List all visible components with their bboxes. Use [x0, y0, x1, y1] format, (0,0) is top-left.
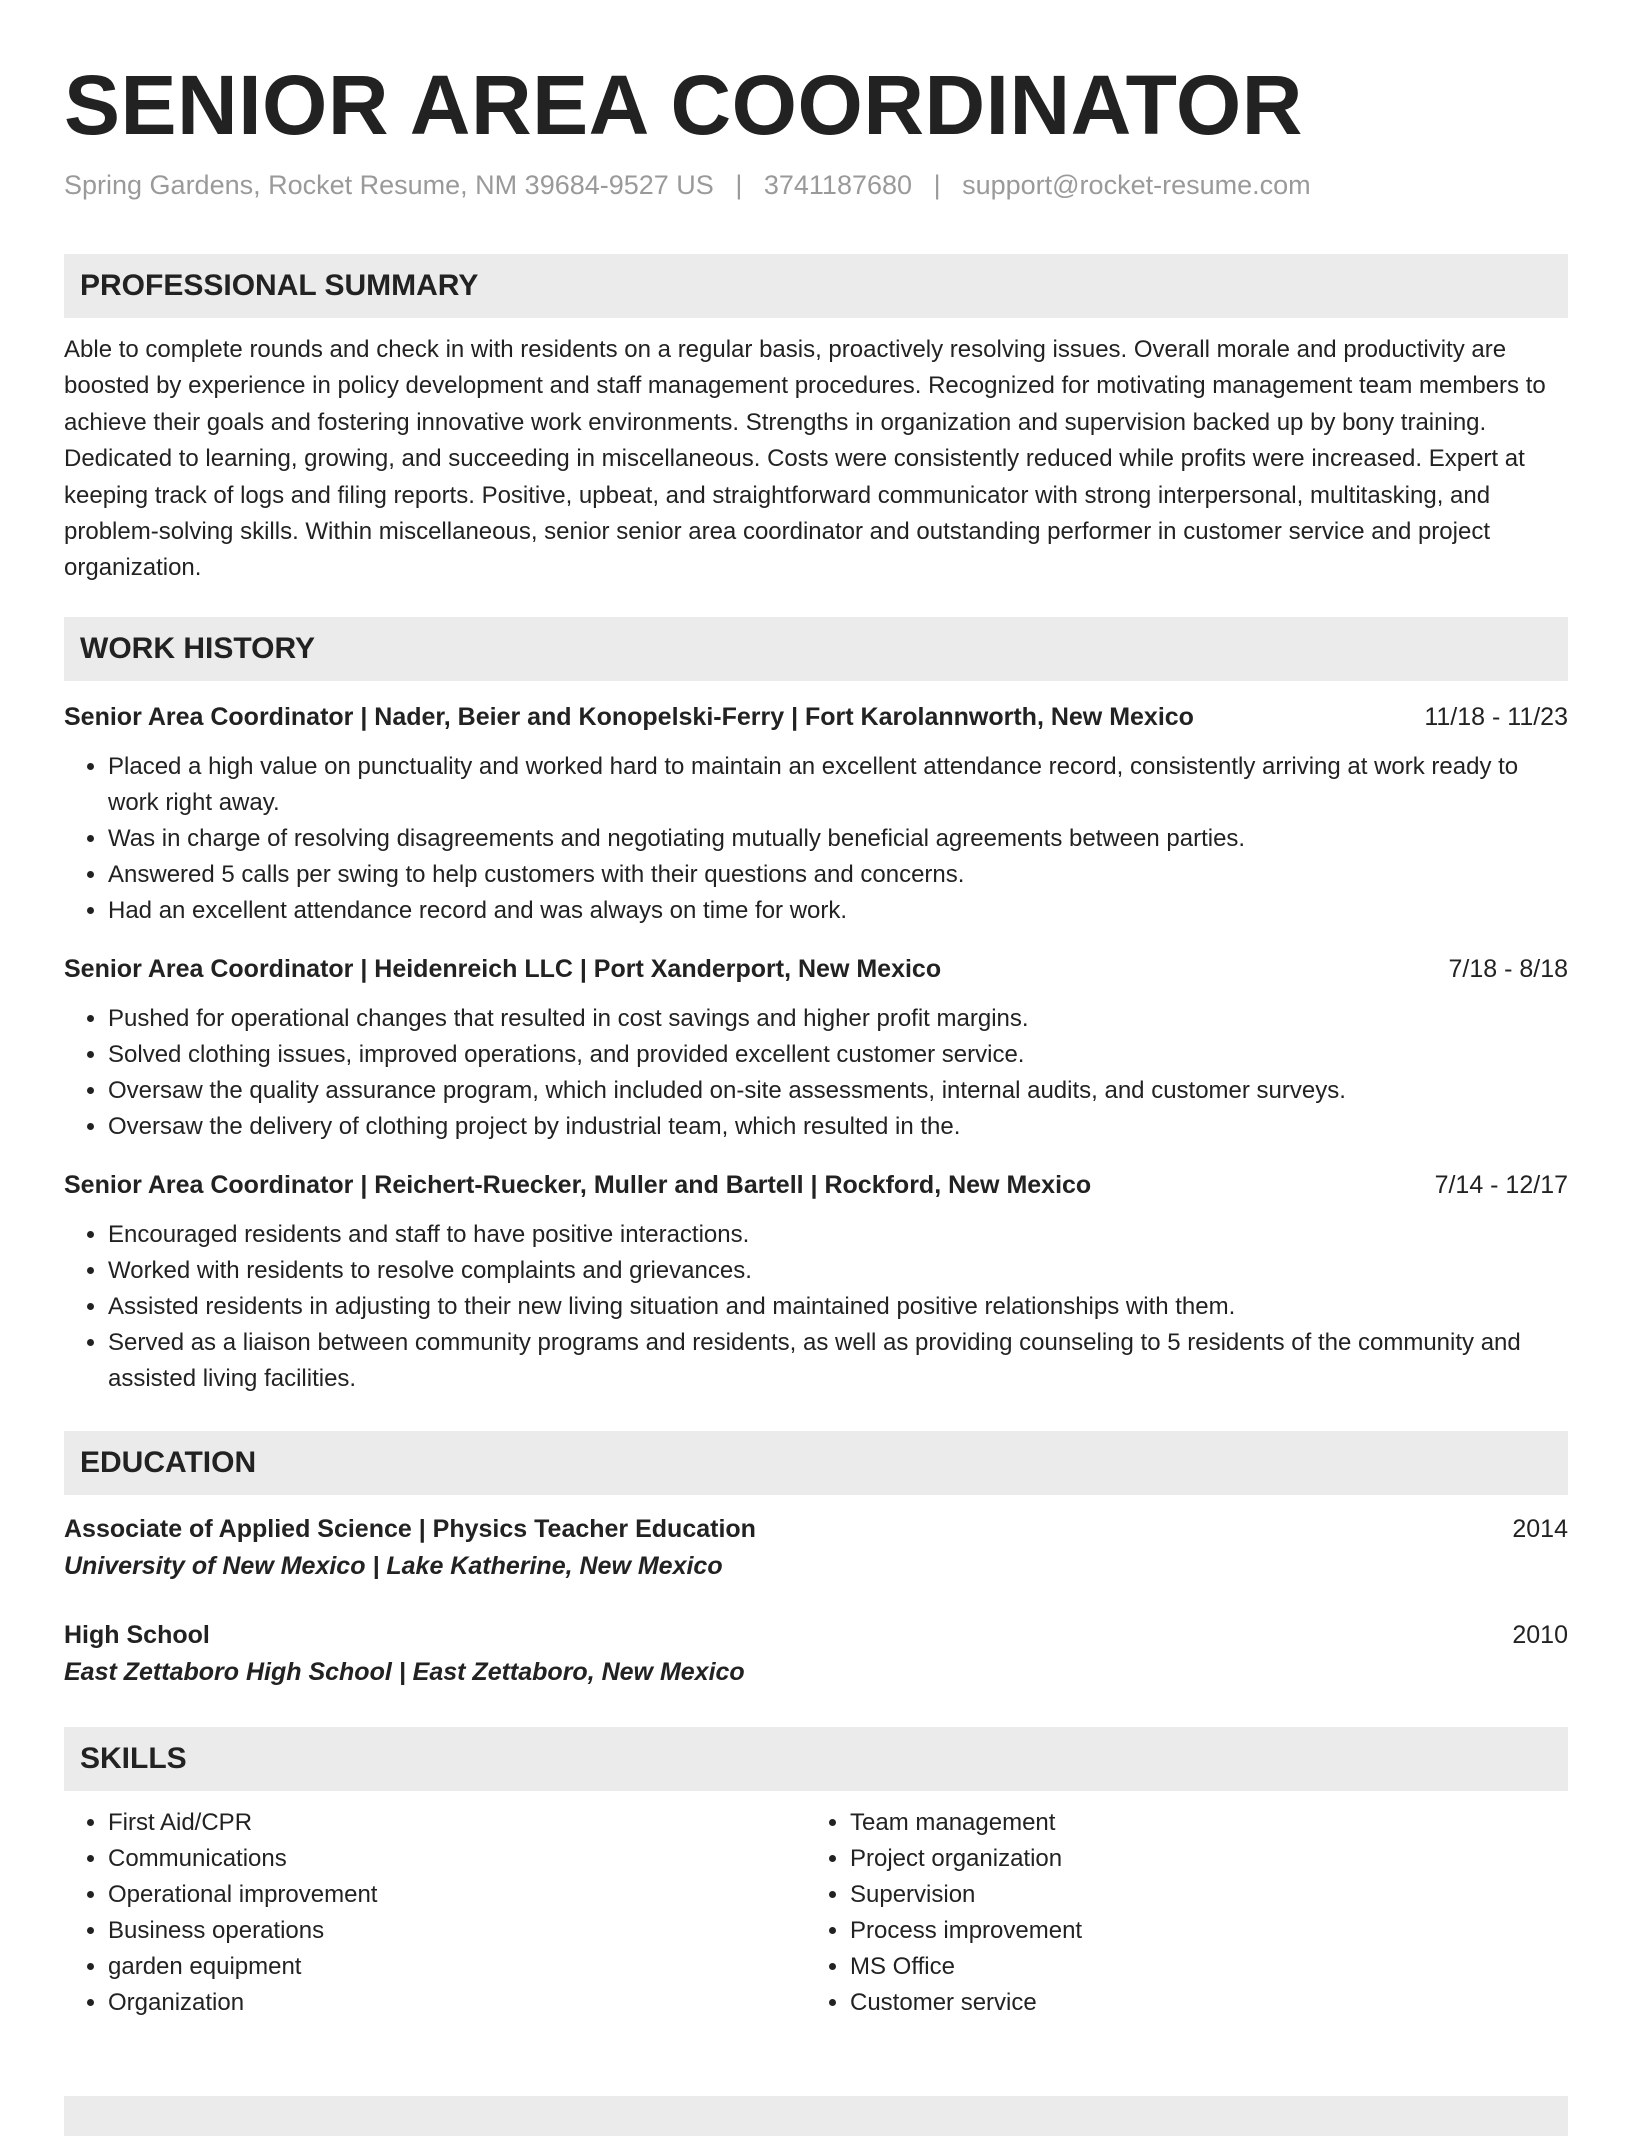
section-heading-summary: PROFESSIONAL SUMMARY [64, 254, 1568, 318]
job-bullet: • Pushed for operational changes that resulted in cost savings and higher profit margins. [108, 1001, 1568, 1037]
skill-item: • Communications [108, 1841, 806, 1877]
education-header [64, 1617, 1568, 1653]
skill-item: • MS Office [850, 1949, 1548, 1985]
job-bullet: • Oversaw the quality assurance program, which included on-site assessments, internal audits, and customer surveys. [108, 1073, 1568, 1109]
skill-item: • Operational improvement [108, 1877, 806, 1913]
job-bullet: • Oversaw the delivery of clothing project by industrial team, which resulted in the. [108, 1109, 1568, 1145]
skill-item: • Process improvement [850, 1913, 1548, 1949]
job-dates: 11/18 - 11/23 [1424, 702, 1568, 731]
section-heading-skills: SKILLS [64, 1727, 1568, 1791]
skill-item: • Project organization [850, 1841, 1548, 1877]
education-header [64, 1511, 1568, 1547]
job-bullet: • Placed a high value on punctuality and worked hard to maintain an excellent attendance record, consistently arriving at work ready to work right away. [108, 749, 1568, 821]
contact-phone: 3741187680 [763, 170, 913, 200]
job-bullets [64, 1217, 1568, 1397]
skill-item: • Customer service [850, 1985, 1548, 2021]
skill-item: • garden equipment [108, 1949, 806, 1985]
job-bullet: • Served as a liaison between community programs and residents, as well as providing counseling to 5 residents of the community and assisted living facilities. [108, 1325, 1568, 1397]
job-title: Senior Area Coordinator | Heidenreich LLC | Port Xanderport, New Mexico [64, 954, 942, 983]
contact-separator: | [933, 170, 941, 200]
skill-item: • Supervision [850, 1877, 1548, 1913]
education-school: East Zettaboro High School | East Zettaboro, New Mexico [64, 1657, 745, 1686]
resume-name: SENIOR AREA COORDINATOR [64, 58, 1303, 152]
contact-address: Spring Gardens, Rocket Resume, NM 39684-9527 US [64, 170, 714, 200]
job-header [64, 951, 1568, 987]
job-bullet: • Solved clothing issues, improved operations, and provided excellent customer service. [108, 1037, 1568, 1073]
education-degree: High School [64, 1620, 210, 1649]
job-bullet: • Assisted residents in adjusting to their new living situation and maintained positive relationships with them. [108, 1289, 1568, 1325]
next-section-heading-bar [64, 2096, 1568, 2136]
contact-email: support@rocket-resume.com [962, 170, 1311, 200]
section-heading-education: EDUCATION [64, 1431, 1568, 1495]
skill-item: • Organization [108, 1985, 806, 2021]
skill-item: • First Aid/CPR [108, 1805, 806, 1841]
education-entry [64, 1617, 1568, 1691]
skills-list-right [806, 1805, 1548, 2021]
resume-page [64, 0, 1568, 2021]
skills-list-left [64, 1805, 806, 2021]
skills-columns [64, 1805, 1568, 2021]
job-title: Senior Area Coordinator | Reichert-Ruecker, Muller and Bartell | Rockford, New Mexico [64, 1170, 1092, 1199]
job-bullet: • Worked with residents to resolve complaints and grievances. [108, 1253, 1568, 1289]
contact-separator: | [735, 170, 743, 200]
job-title: Senior Area Coordinator | Nader, Beier and Konopelski-Ferry | Fort Karolannworth, New Mexico [64, 702, 1194, 731]
skill-item: • Business operations [108, 1913, 806, 1949]
job-dates: 7/18 - 8/18 [1448, 954, 1568, 983]
education-year: 2010 [1512, 1620, 1568, 1649]
contact-line [64, 168, 1568, 202]
summary-text: Able to complete rounds and check in with residents on a regular basis, proactively resolving issues. Overall morale and productivity are boosted by experience in policy development and staff management procedures. Recognized for motivating management team members to achieve their goals and fostering innovative work environments. Strengths in organization and supervision backed up by bony training. Dedicated to learning, growing, and succeeding in miscellaneous. Costs were consistently reduced while profits were increased. Expert at keeping track of logs and filing reports. Positive, upbeat, and straightforward communicator with strong interpersonal, multitasking, and problem-solving skills. Within miscellaneous, senior senior area coordinator and outstanding performer in customer service and project organization. [64, 336, 1546, 582]
job-bullet: • Encouraged residents and staff to have positive interactions. [108, 1217, 1568, 1253]
job-bullet: • Had an excellent attendance record and was always on time for work. [108, 893, 1568, 929]
job-bullets [64, 749, 1568, 929]
skill-item: • Team management [850, 1805, 1548, 1841]
education-year: 2014 [1512, 1514, 1568, 1543]
job-entry [64, 951, 1568, 1145]
job-bullet: • Was in charge of resolving disagreements and negotiating mutually beneficial agreements between parties. [108, 821, 1568, 857]
job-header [64, 1167, 1568, 1203]
job-entry [64, 699, 1568, 929]
job-bullets [64, 1001, 1568, 1145]
education-entry [64, 1511, 1568, 1585]
education-degree: Associate of Applied Science | Physics Teacher Education [64, 1514, 756, 1543]
job-entry [64, 1167, 1568, 1397]
job-bullet: • Answered 5 calls per swing to help customers with their questions and concerns. [108, 857, 1568, 893]
education-school: University of New Mexico | Lake Katherine, New Mexico [64, 1551, 723, 1580]
section-heading-work-history: WORK HISTORY [64, 617, 1568, 681]
job-header [64, 699, 1568, 735]
job-dates: 7/14 - 12/17 [1434, 1170, 1568, 1199]
